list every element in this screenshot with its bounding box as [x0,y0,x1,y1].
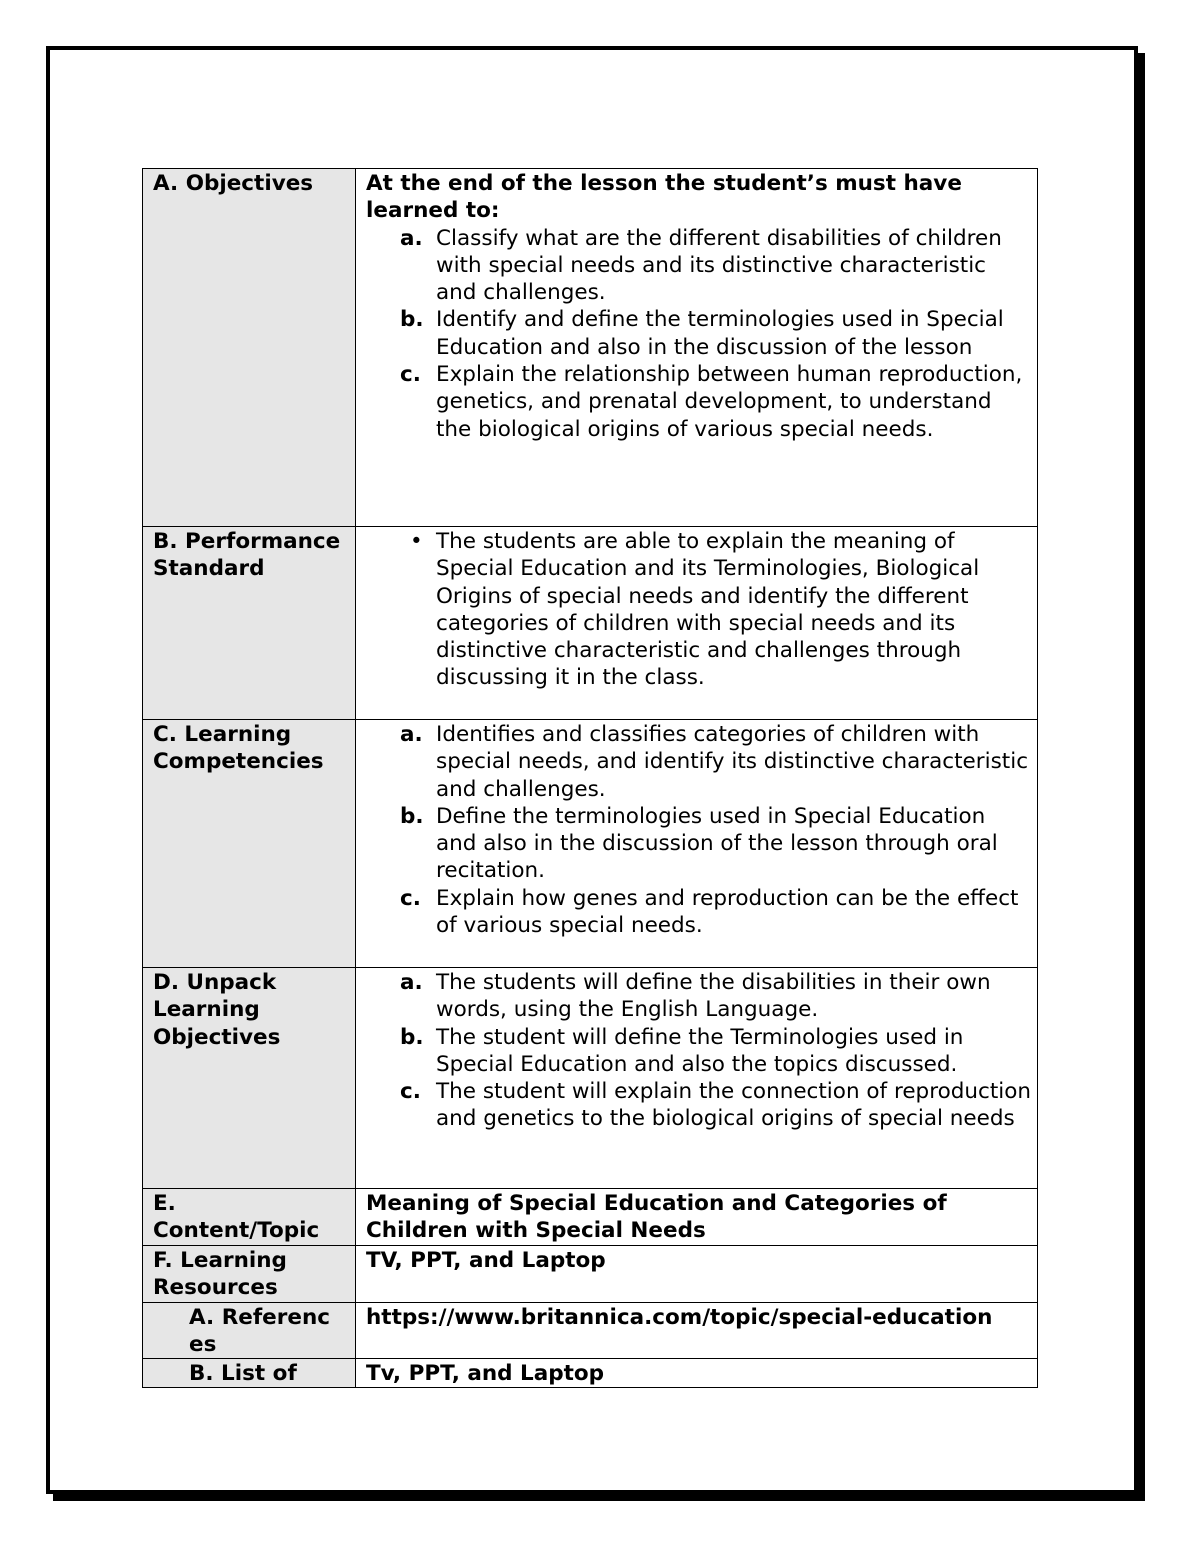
list-item: b. Identify and define the terminologies used in Special Education and also in the discussion of the lesson [400,307,1004,360]
unpack-list [366,969,1031,1133]
row-resources [143,1245,1038,1302]
list-item: a. Identifies and classifies categories of children with special needs, and identify its distinctive characteristic and challenges. [400,722,1029,802]
row-competencies [143,720,1038,968]
label-performance: B. Performance Standard [143,527,356,720]
content-references: https://www.britannica.com/topic/special-education [356,1302,1038,1359]
list-item: c. Explain the relationship between human reproduction, genetics, and prenatal development, to understand the biological origins of various special needs. [400,362,1023,442]
row-content [143,1189,1038,1246]
label-resources: F. Learning Resources [143,1245,356,1302]
content-topic: Meaning of Special Education and Categories of Children with Special Needs [356,1189,1038,1246]
list-item: c. The student will explain the connection of reproduction and genetics to the biological origins of special needs [400,1079,1031,1132]
list-item: b. Define the terminologies used in Special Education and also in the discussion of the lesson through oral recitation. [400,803,998,884]
content-resources: TV, PPT, and Laptop [356,1245,1038,1302]
content-list-of: Tv, PPT, and Laptop [356,1359,1038,1388]
content-objectives [356,169,1038,527]
label-objectives: A. Objectives [143,169,356,527]
row-performance [143,527,1038,720]
list-item: b. The student will define the Terminologies used in Special Education and also the topics discussed. [400,1024,964,1077]
label-references: A. Referenc es [143,1302,356,1359]
label-list-of: B. List of [143,1359,356,1388]
label-competencies: C. Learning Competencies [143,720,356,968]
label-unpack: D. Unpack Learning Objectives [143,968,356,1189]
objectives-intro: At the end of the lesson the student’s must have learned to: [366,171,962,224]
list-item: • The students are able to explain the meaning of Special Education and its Terminologies, Biological Origins of special needs and identify the different categories of children with special needs and its distinctive characteristic and challenges through discussing it in the class. [410,529,980,691]
list-item: a. The students will define the disabilities in their own words, using the English Language. [400,970,991,1023]
objectives-list [366,225,1031,443]
row-list-of [143,1359,1038,1388]
row-objectives [143,169,1038,527]
list-item: c. Explain how genes and reproduction can be the effect of various special needs. [400,885,1019,939]
label-content: E. Content/Topic [143,1189,356,1246]
row-unpack [143,968,1038,1189]
content-competencies [356,720,1038,968]
bullet-icon: • [410,529,423,554]
lesson-plan-table [142,168,1038,1388]
content-unpack [356,968,1038,1189]
competencies-list [366,721,1031,939]
content-performance [356,527,1038,720]
row-references [143,1302,1038,1359]
list-item: a. Classify what are the different disabilities of children with special needs and its distinctive characteristic and challenges. [400,225,1002,306]
performance-list [366,528,1031,692]
